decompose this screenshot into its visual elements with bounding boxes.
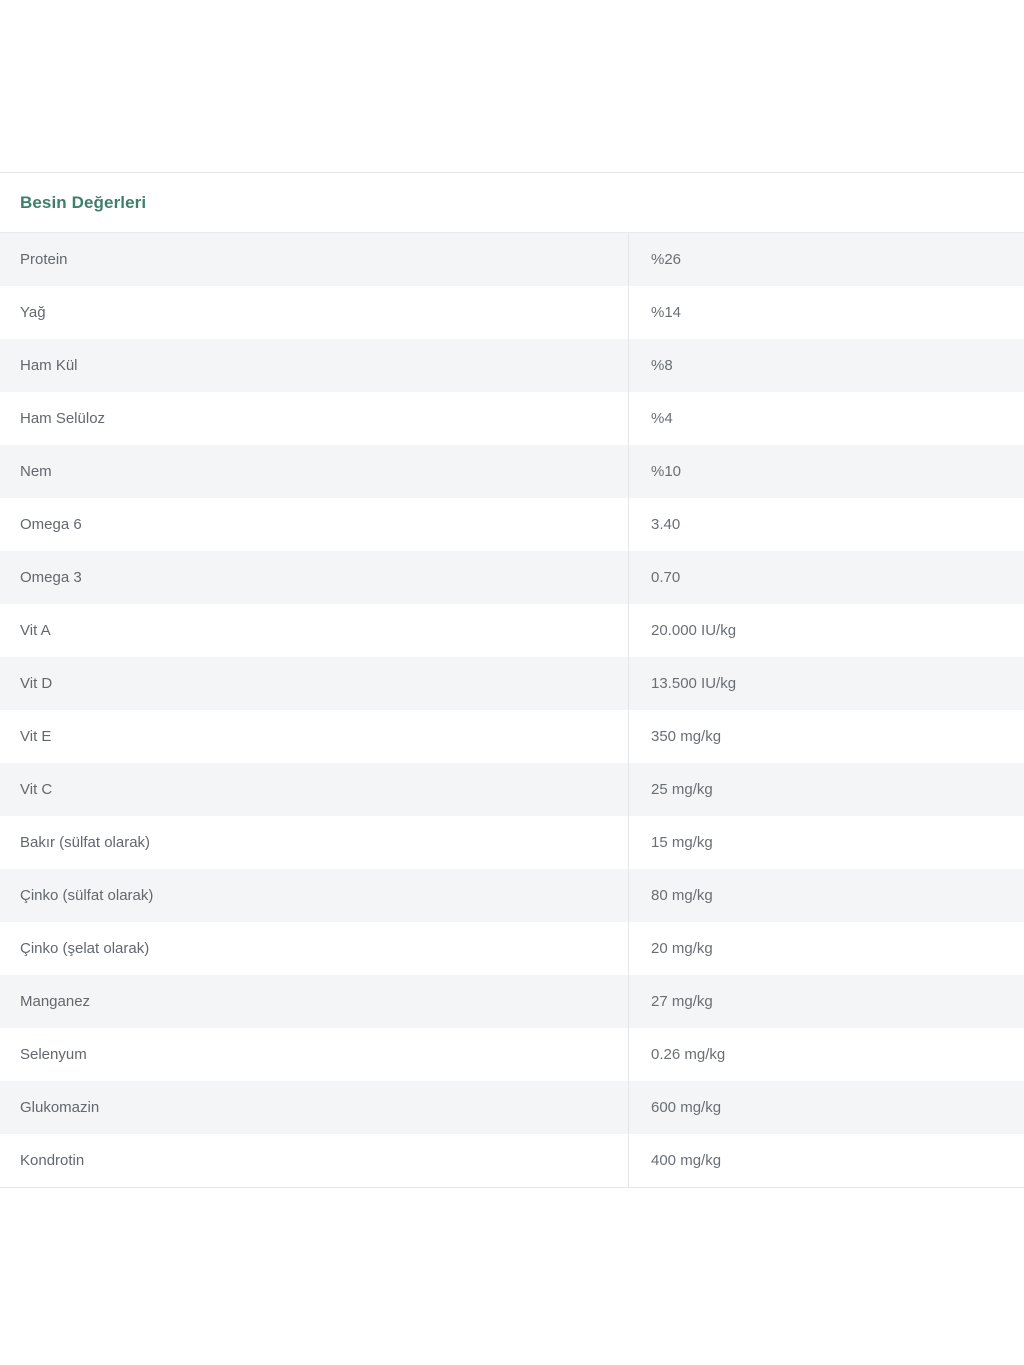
table-row [0, 975, 1024, 1028]
nutrient-label: Vit C [0, 763, 629, 816]
table-row [0, 763, 1024, 816]
nutrient-label: Çinko (şelat olarak) [0, 922, 629, 975]
nutrient-value: 25 mg/kg [651, 781, 713, 798]
nutrition-table [0, 233, 1024, 1187]
nutrient-value: 400 mg/kg [651, 1152, 722, 1169]
table-row [0, 551, 1024, 604]
nutrient-value: 27 mg/kg [651, 993, 713, 1010]
nutrient-label: Kondrotin [0, 1134, 629, 1187]
nutrient-label: Selenyum [0, 1028, 629, 1081]
table-row [0, 1028, 1024, 1081]
table-row [0, 922, 1024, 975]
table-row [0, 498, 1024, 551]
table-row [0, 392, 1024, 445]
nutrient-value: 20.000 IU/kg [651, 622, 737, 639]
page-title: Besin Değerleri [20, 192, 147, 212]
nutrient-value: 20 mg/kg [651, 940, 713, 957]
nutrient-value: %26 [651, 251, 682, 268]
nutrition-table-body [0, 233, 1024, 1187]
table-row [0, 445, 1024, 498]
nutrient-label: Ham Selüloz [0, 392, 629, 445]
table-row [0, 233, 1024, 286]
table-row [0, 710, 1024, 763]
nutrient-label: Omega 6 [0, 498, 629, 551]
nutrient-value: 13.500 IU/kg [651, 675, 737, 692]
nutrient-label: Protein [0, 233, 629, 286]
nutrient-label: Vit D [0, 657, 629, 710]
nutrient-label: Vit E [0, 710, 629, 763]
nutrient-value: 15 mg/kg [651, 834, 713, 851]
table-row [0, 816, 1024, 869]
nutrient-label: Vit A [0, 604, 629, 657]
nutrient-value: %10 [651, 463, 682, 480]
nutrient-value: %14 [651, 304, 682, 321]
nutrient-label: Glukomazin [0, 1081, 629, 1134]
table-row [0, 657, 1024, 710]
nutrient-value: 350 mg/kg [651, 728, 722, 745]
nutrient-value: %4 [651, 410, 673, 427]
table-row [0, 1081, 1024, 1134]
nutrient-value: 80 mg/kg [651, 887, 713, 904]
table-row [0, 286, 1024, 339]
nutrient-value: %8 [651, 357, 673, 374]
panel-header [0, 173, 1024, 233]
table-row [0, 869, 1024, 922]
table-row [0, 1134, 1024, 1187]
nutrient-label: Omega 3 [0, 551, 629, 604]
nutrient-label: Nem [0, 445, 629, 498]
nutrient-value: 0.26 mg/kg [651, 1046, 726, 1063]
nutrient-label: Yağ [0, 286, 629, 339]
nutrient-label: Ham Kül [0, 339, 629, 392]
nutrition-facts-panel [0, 172, 1024, 1188]
table-row [0, 339, 1024, 392]
table-row [0, 604, 1024, 657]
nutrient-value: 600 mg/kg [651, 1099, 722, 1116]
nutrient-label: Çinko (sülfat olarak) [0, 869, 629, 922]
nutrient-label: Bakır (sülfat olarak) [0, 816, 629, 869]
nutrient-label: Manganez [0, 975, 629, 1028]
nutrient-value: 3.40 [651, 516, 681, 533]
nutrient-value: 0.70 [651, 569, 681, 586]
